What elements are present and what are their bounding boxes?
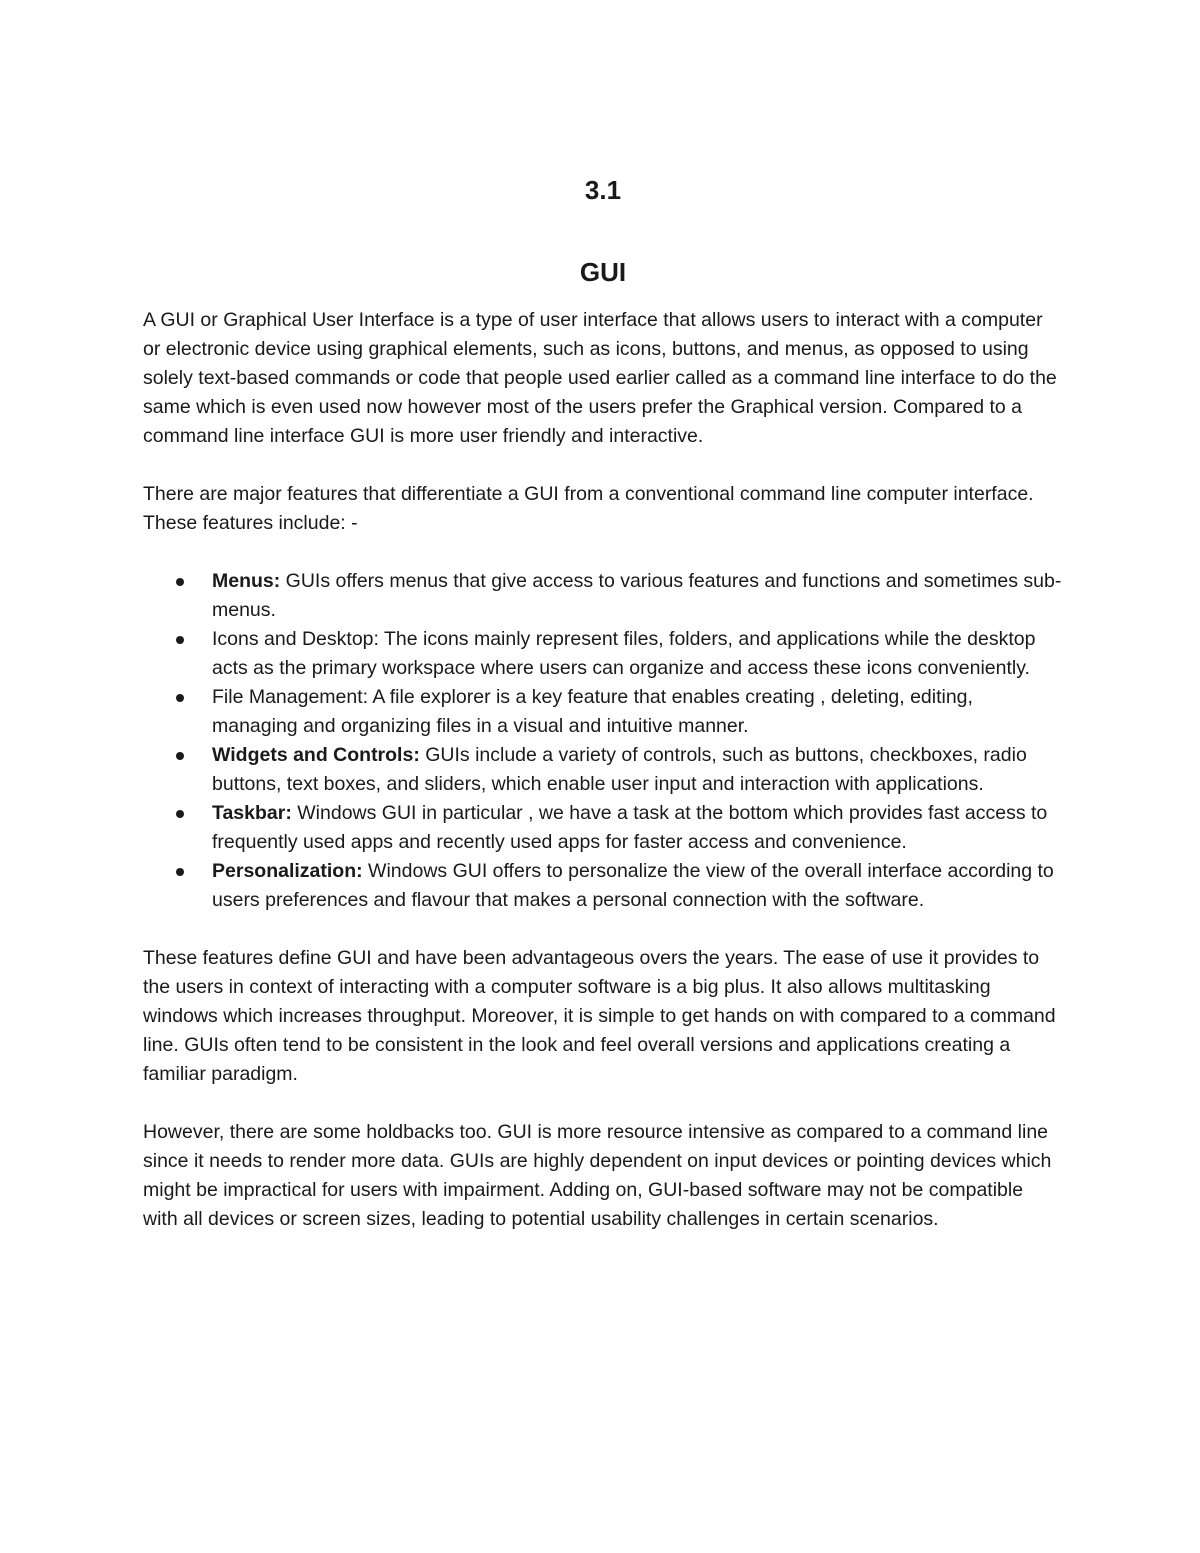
feature-description: Windows GUI in particular , we have a task at the bottom which provides fast access to frequently used apps and recently used apps for faster access and convenience. — [212, 802, 1048, 853]
bullet-icon — [176, 636, 184, 644]
feature-list — [143, 567, 1063, 915]
feature-term: Taskbar: — [212, 802, 292, 824]
feature-description: Icons and Desktop: The icons mainly represent files, folders, and applications while the desktop acts as the primary workspace where users can organize and access these icons conveniently. — [212, 628, 1036, 679]
feature-term: Widgets and Controls: — [212, 744, 420, 766]
feature-description: Windows GUI offers to personalize the view of the overall interface according to users preferences and flavour that makes a personal connection with the software. — [212, 860, 1054, 911]
bullet-icon — [176, 578, 184, 586]
bullet-icon — [176, 694, 184, 702]
section-title: GUI — [579, 257, 627, 287]
advantages-paragraph: These features define GUI and have been advantageous overs the years. The ease of use it provides to the users in context of interacting with a computer software is a big plus. It also allows multitasking windows which increases throughput. Moreover, it is simple to get hands on with compared to a command line. GUIs often tend to be consistent in the look and feel overall versions and applications creating a familiar paradigm. — [143, 947, 1056, 1085]
bullet-icon — [176, 752, 184, 760]
list-item-personalization — [143, 857, 1063, 915]
feature-description: File Management: A file explorer is a key feature that enables creating , deleting, editing, managing and organizing files in a visual and intuitive manner. — [212, 686, 973, 737]
list-item-menus — [143, 567, 1063, 625]
feature-term: Menus: — [212, 570, 281, 592]
document-content — [143, 172, 1063, 1234]
feature-description: GUIs offers menus that give access to various features and functions and sometimes sub-menus. — [212, 570, 1062, 621]
feature-description: GUIs include a variety of controls, such as buttons, checkboxes, radio buttons, text boxes, and sliders, which enable user input and interaction with applications. — [212, 744, 1027, 795]
list-item-file-management — [143, 683, 1063, 741]
list-item-widgets-controls — [143, 741, 1063, 799]
features-intro-paragraph: There are major features that differentiate a GUI from a conventional command line computer interface. These features include: - — [143, 483, 1034, 534]
intro-paragraph: A GUI or Graphical User Interface is a type of user interface that allows users to interact with a computer or electronic device using graphical elements, such as icons, buttons, and menus, as opposed to using solely text-based commands or code that people used earlier called as a command line interface to do the same which is even used now however most of the users prefer the Graphical version. Compared to a command line interface GUI is more user friendly and interactive. — [143, 309, 1057, 447]
list-item-taskbar — [143, 799, 1063, 857]
feature-term: Personalization: — [212, 860, 363, 882]
list-item-icons-desktop — [143, 625, 1063, 683]
section-number: 3.1 — [584, 175, 622, 205]
bullet-icon — [176, 868, 184, 876]
drawbacks-paragraph: However, there are some holdbacks too. GUI is more resource intensive as compared to a command line since it needs to render more data. GUIs are highly dependent on input devices or pointing devices which might be impractical for users with impairment. Adding on, GUI-based software may not be compatible with all devices or screen sizes, leading to potential usability challenges in certain scenarios. — [143, 1121, 1052, 1230]
bullet-icon — [176, 810, 184, 818]
